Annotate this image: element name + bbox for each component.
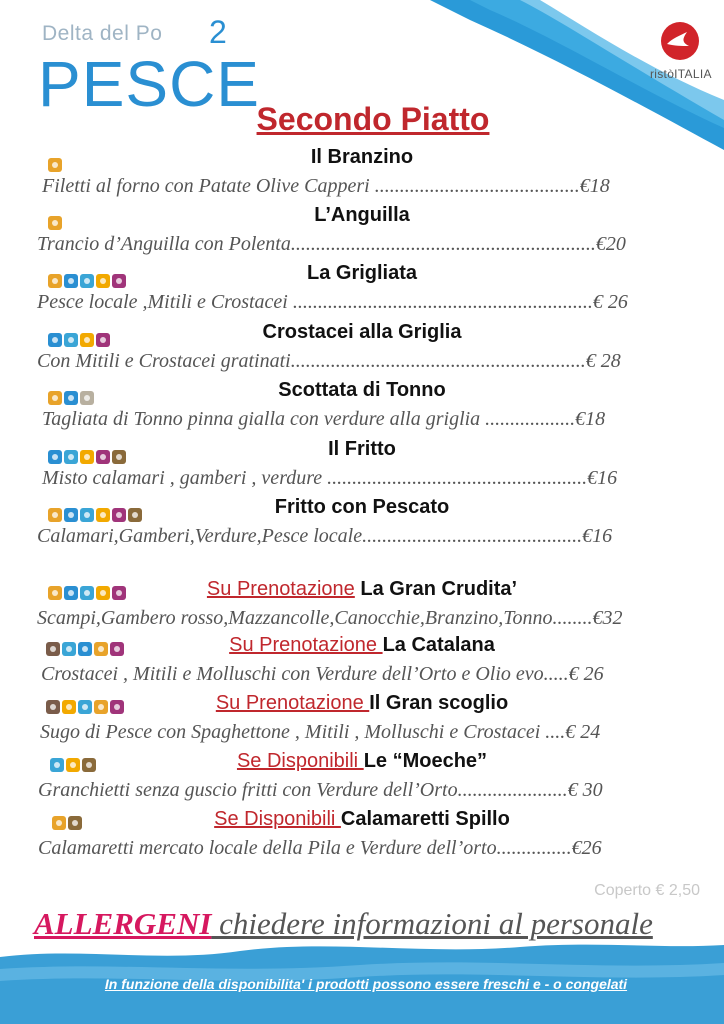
special-name: Le “Moeche” (363, 750, 488, 772)
special-name: Calamaretti Spillo (340, 808, 510, 830)
footer-note: In funzione della disponibilita' i prodotti possono essere freschi e - o congelati (104, 976, 628, 992)
availability-note: Su Prenotazione (229, 634, 383, 656)
dish-name: Il Fritto (328, 438, 396, 460)
allergeni-text: chiedere informazioni al personale (211, 906, 653, 941)
special-name: La Catalana (382, 634, 495, 656)
dish-name: Crostacei alla Griglia (262, 321, 462, 343)
region-label: Delta del Po (42, 22, 163, 45)
dish-description: Con Mitili e Crostacei gratinati...........................................................€ 28 (37, 350, 621, 372)
availability-note: Su Prenotazione (215, 692, 370, 714)
dish-description: Pesce locale ,Mitili e Crostacei ............................................................€ 26 (37, 291, 628, 313)
special-name: La Gran Crudita’ (360, 578, 518, 600)
coperto-label: Coperto € 2,50 (594, 882, 700, 899)
dish-description: Filetti al forno con Patate Olive Capperi .........................................€18 (42, 175, 610, 197)
special-title (0, 578, 724, 601)
dish-name: L’Anguilla (314, 204, 410, 226)
special-title (0, 808, 724, 831)
special-title (0, 692, 724, 715)
special-description: Calamaretti mercato locale della Pila e Verdure dell’orto...............€26 (38, 837, 602, 859)
ristoitalia-logo (650, 20, 710, 81)
special-title (0, 634, 724, 657)
menu-number: 2 (209, 14, 227, 50)
dish-name: Scottata di Tonno (278, 379, 446, 401)
special-name: Il Gran scoglio (369, 692, 509, 714)
allergeni-label: ALLERGENI (34, 906, 212, 941)
availability-note: Se Disponibili (214, 808, 341, 830)
dish-description: Misto calamari , gamberi , verdure ....................................................€16 (42, 467, 618, 489)
special-description: Scampi,Gambero rosso,Mazzancolle,Canocchie,Branzino,Tonno........€32 (37, 607, 623, 629)
availability-note: Se Disponibili (236, 750, 364, 772)
dish-name: Fritto con Pescato (274, 496, 450, 518)
page-title: PESCE (38, 48, 260, 120)
special-title (0, 750, 724, 773)
dish-description: Calamari,Gamberi,Verdure,Pesce locale............................................€16 (37, 525, 613, 547)
dish-description: Trancio d’Anguilla con Polenta.............................................................€20 (37, 233, 626, 255)
logo-text: ristòITALIA (650, 67, 712, 81)
dish-name: Il Branzino (310, 146, 414, 168)
special-description: Crostacei , Mitili e Molluschi con Verdure dell’Orto e Olio evo.....€ 26 (41, 663, 604, 685)
special-description: Sugo di Pesce con Spaghettone , Mitili , Molluschi e Crostacei ....€ 24 (40, 721, 601, 743)
special-description: Granchietti senza guscio fritti con Verdure dell’Orto......................€ 30 (38, 779, 603, 801)
availability-note: Su Prenotazione (206, 578, 355, 600)
bird-logo-icon (659, 20, 701, 62)
dish-description: Tagliata di Tonno pinna gialla con verdure alla griglia ..................€18 (42, 408, 606, 430)
dish-name: La Grigliata (306, 262, 418, 284)
section-title: Secondo Piatto (256, 101, 490, 137)
